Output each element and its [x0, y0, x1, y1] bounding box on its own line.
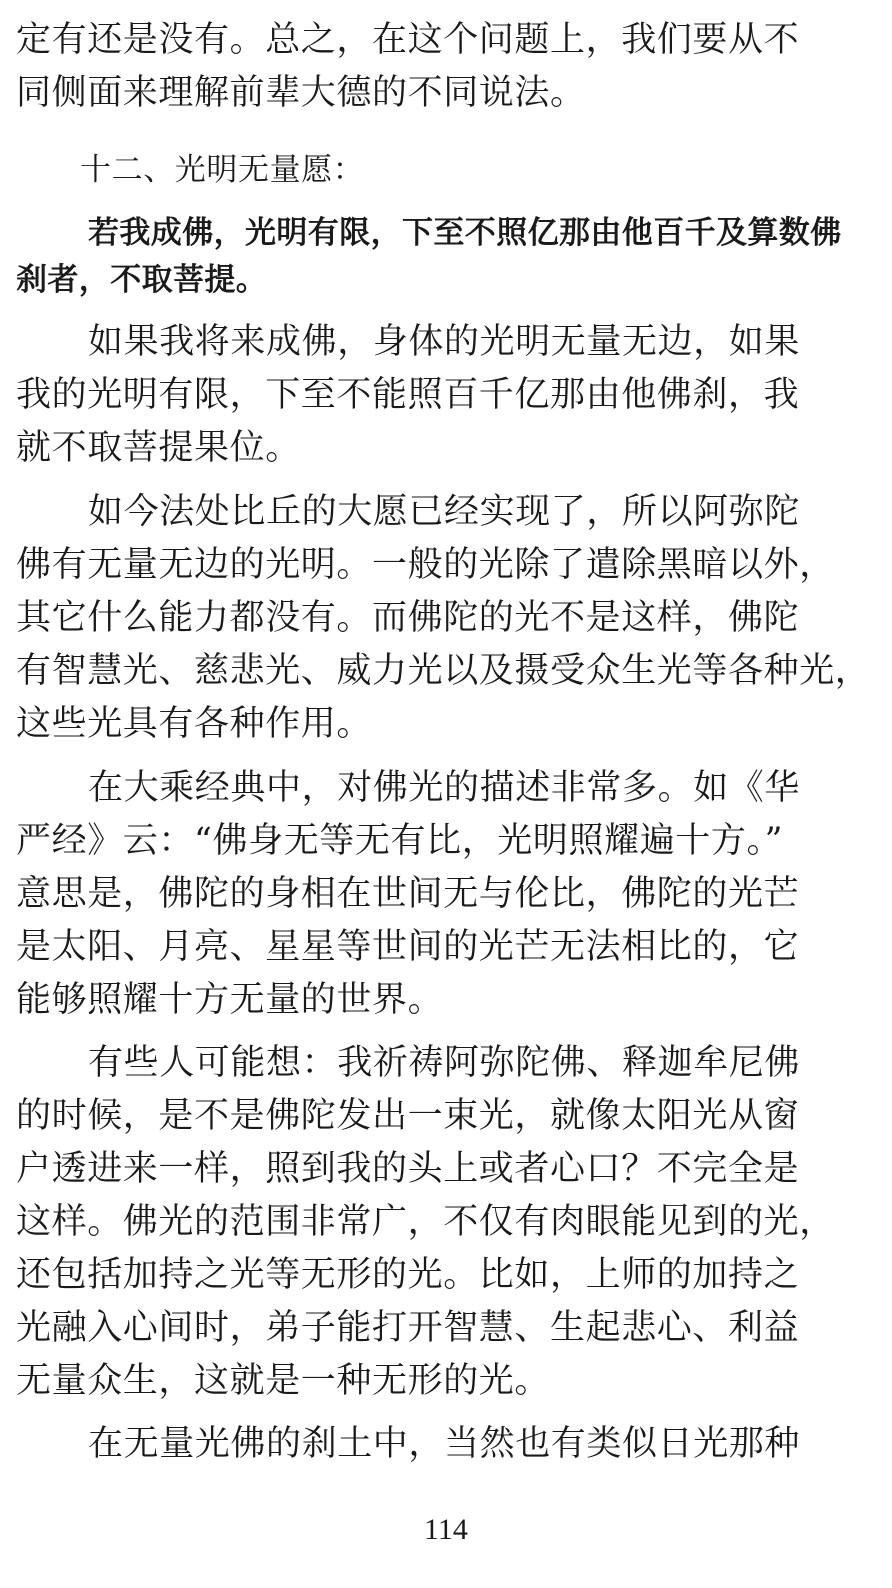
text-line: 如果我将来成佛，身体的光明无量无边，如果	[88, 322, 801, 362]
text-line: 的时候，是不是佛陀发出一束光，就像太阳光从窗	[16, 1096, 800, 1136]
page-number: 114	[424, 1513, 468, 1546]
text-line: 是太阳、月亮、星星等世间的光芒无法相比的，它	[16, 927, 800, 967]
text-line: 能够照耀十方无量的世界。	[16, 980, 444, 1020]
text-line: 其它什么能力都没有。而佛陀的光不是这样，佛陀	[16, 598, 800, 638]
vow-text-line: 刹者，不取菩提。	[16, 262, 268, 298]
text-line: 光融入心间时，弟子能打开智慧、生起悲心、利益	[16, 1308, 800, 1348]
text-line: 就不取菩提果位。	[16, 428, 301, 468]
text-line: 如今法处比丘的大愿已经实现了，所以阿弥陀	[88, 492, 801, 532]
text-line: 意思是，佛陀的身相在世间无与伦比，佛陀的光芒	[16, 874, 800, 914]
text-line: 还包括加持之光等无形的光。比如，上师的加持之	[16, 1255, 800, 1295]
text-line: 有智慧光、慈悲光、威力光以及摄受众生光等各种光，	[16, 651, 871, 691]
vow-text-line: 若我成佛，光明有限，下至不照亿那由他百千及算数佛	[88, 215, 842, 251]
text-line: 佛有无量无边的光明。一般的光除了遣除黑暗以外，	[16, 545, 835, 585]
text-line: 在大乘经典中，对佛光的描述非常多。如《华	[88, 768, 801, 808]
text-line: 无量众生，这就是一种无形的光。	[16, 1361, 551, 1401]
text-line: 这些光具有各种作用。	[16, 704, 373, 744]
text-line: 有些人可能想：我祈祷阿弥陀佛、释迦牟尼佛	[88, 1043, 801, 1083]
text-line: 这样。佛光的范围非常广，不仅有肉眼能见到的光，	[16, 1202, 835, 1242]
text-line: 我的光明有限，下至不能照百千亿那由他佛刹，我	[16, 375, 800, 415]
text-line: 户透进来一样，照到我的头上或者心口？不完全是	[16, 1149, 800, 1189]
section-heading: 十二、光明无量愿：	[80, 152, 365, 188]
text-line: 同侧面来理解前辈大德的不同说法。	[16, 73, 586, 113]
text-line: 在无量光佛的刹土中，当然也有类似日光那种	[88, 1424, 801, 1464]
text-line: 严经》云：“佛身无等无有比，光明照耀遍十方。”	[16, 821, 784, 861]
text-line: 定有还是没有。总之，在这个问题上，我们要从不	[16, 20, 800, 60]
